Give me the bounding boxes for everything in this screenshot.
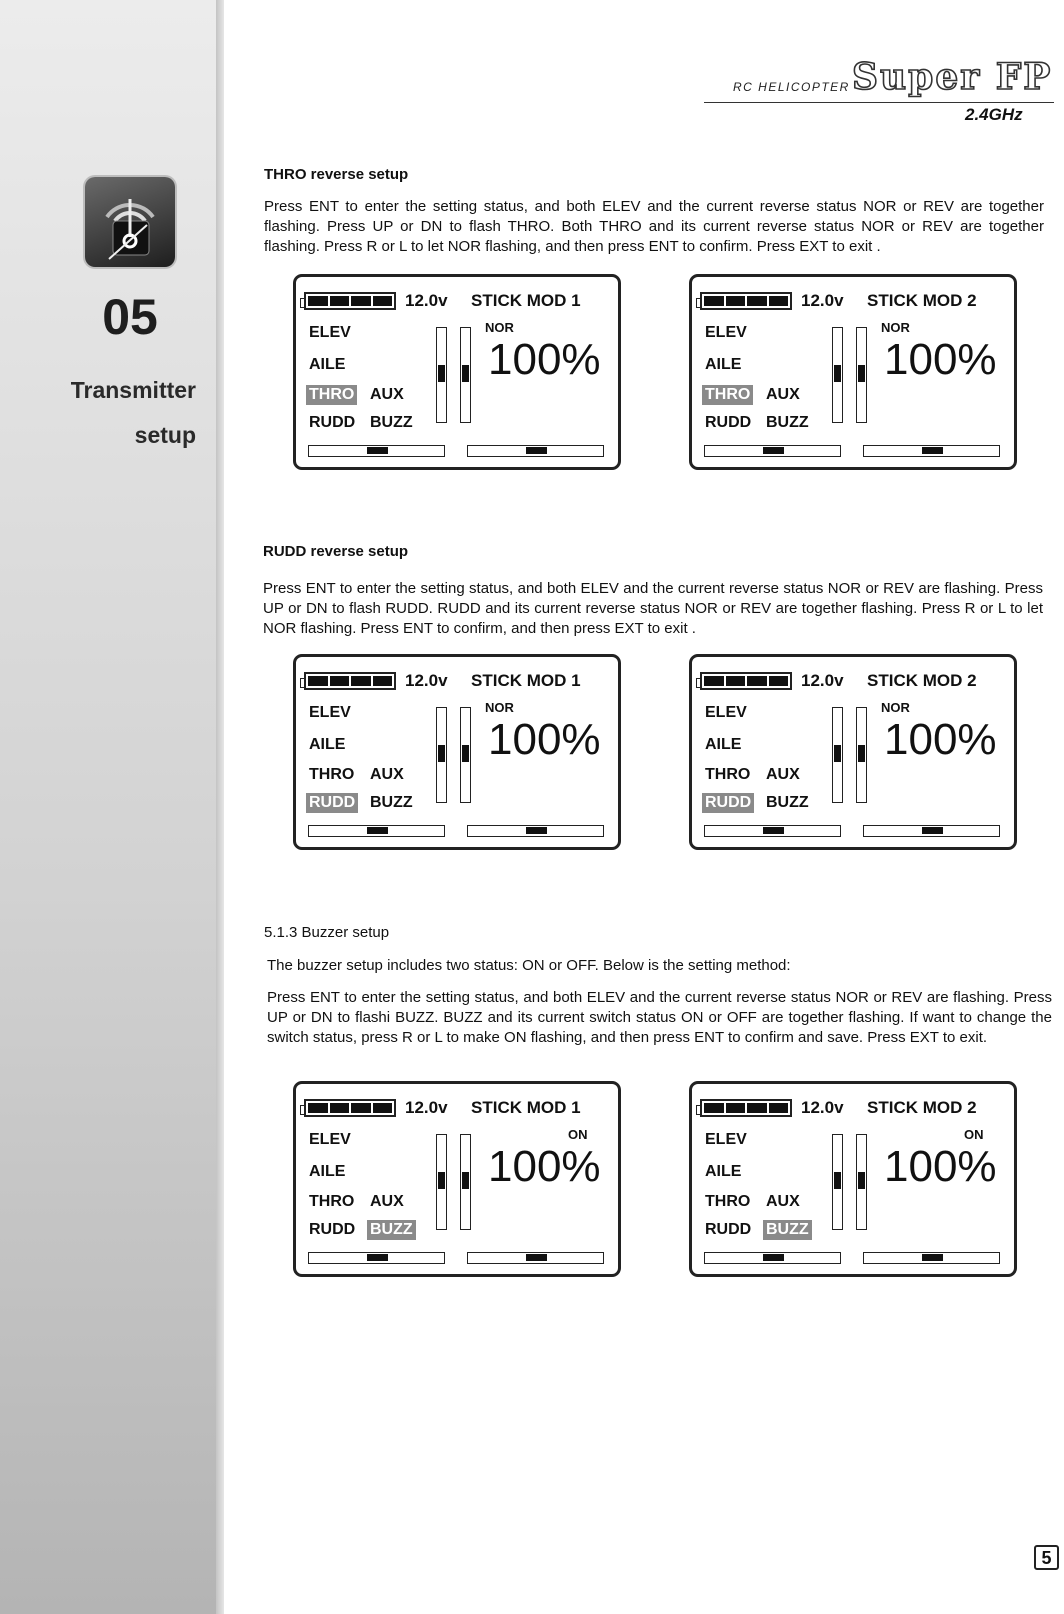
battery-icon: [304, 292, 396, 310]
channel-elev: ELEV: [705, 324, 747, 341]
voltage-readout: 12.0v: [801, 671, 844, 690]
reverse-status: NOR: [881, 700, 910, 715]
trim-gauge-left: [704, 1252, 841, 1264]
channel-aile: AILE: [309, 736, 346, 753]
lcd-screen: [293, 1081, 621, 1277]
channel-buzz: BUZZ: [367, 1220, 416, 1240]
trim-gauge-right: [863, 445, 1000, 457]
channel-thro: THRO: [702, 385, 753, 405]
stick-gauge-left: [436, 707, 447, 803]
channel-buzz: BUZZ: [763, 1220, 812, 1240]
section-paragraph: The buzzer setup includes two status: ON or OFF. Below is the setting method:: [267, 957, 791, 974]
channel-buzz: BUZZ: [766, 794, 809, 811]
channel-rudd: RUDD: [306, 793, 358, 813]
section-paragraph: Press ENT to enter the setting status, and both ELEV and the current reverse status NOR or REV are flashing. Press UP or DN to flashi BUZZ. BUZZ and its current switch status ON or OFF are together flashing. If want to change the switch status, press R or L to make ON flashing, and then press ENT to confirm and save. Press EXT to exit.: [267, 989, 1052, 1046]
channel-thro: THRO: [705, 766, 751, 783]
reverse-status: NOR: [485, 320, 514, 335]
reverse-status: ON: [568, 1127, 588, 1142]
channel-elev: ELEV: [309, 324, 351, 341]
channel-elev: ELEV: [309, 704, 351, 721]
percent-readout: 100%: [488, 715, 601, 764]
brand-logo: Super FP: [852, 56, 1053, 98]
chapter-number: 05: [102, 289, 158, 345]
section-title-buzzer: 5.1.3 Buzzer setup: [264, 924, 390, 941]
percent-readout: 100%: [884, 1142, 997, 1191]
channel-thro: THRO: [705, 1193, 751, 1210]
battery-icon: [700, 672, 792, 690]
voltage-readout: 12.0v: [405, 671, 448, 690]
lcd-screen: [689, 654, 1017, 850]
stick-mode-label: STICK MOD 2: [867, 1098, 977, 1117]
header-frequency: 2.4GHz: [965, 105, 1023, 124]
stick-gauge-left: [436, 327, 447, 423]
chapter-title: [71, 368, 196, 458]
channel-aux: AUX: [766, 766, 800, 783]
stick-gauge-right: [856, 707, 867, 803]
percent-readout: 100%: [488, 1142, 601, 1191]
trim-gauge-right: [863, 825, 1000, 837]
channel-elev: ELEV: [705, 1131, 747, 1148]
header-divider: [704, 102, 1054, 103]
page-number: 5: [1034, 1545, 1059, 1570]
lcd-screen: [689, 1081, 1017, 1277]
channel-rudd: RUDD: [309, 414, 356, 431]
sidebar-edge: [216, 0, 224, 1614]
stick-mode-label: STICK MOD 1: [471, 1098, 581, 1117]
channel-aux: AUX: [766, 386, 800, 403]
stick-gauge-right: [856, 327, 867, 423]
channel-rudd: RUDD: [705, 414, 752, 431]
chapter-title-line1: Transmitter: [70, 377, 196, 403]
stick-gauge-right: [460, 707, 471, 803]
channel-aux: AUX: [370, 386, 404, 403]
battery-icon: [304, 1099, 396, 1117]
channel-buzz: BUZZ: [370, 414, 413, 431]
trim-gauge-right: [467, 1252, 604, 1264]
stick-gauge-left: [832, 327, 843, 423]
trim-gauge-left: [704, 825, 841, 837]
channel-thro: THRO: [306, 385, 357, 405]
channel-thro: THRO: [309, 1193, 355, 1210]
channel-elev: ELEV: [309, 1131, 351, 1148]
trim-gauge-right: [467, 825, 604, 837]
stick-mode-label: STICK MOD 1: [471, 291, 581, 310]
transmitter-icon: [85, 177, 175, 267]
stick-mode-label: STICK MOD 2: [867, 671, 977, 690]
channel-aile: AILE: [705, 736, 742, 753]
voltage-readout: 12.0v: [801, 1098, 844, 1117]
channel-aile: AILE: [705, 356, 742, 373]
header-subtitle: RC HELICOPTER: [733, 80, 850, 94]
channel-aux: AUX: [766, 1193, 800, 1210]
trim-gauge-right: [467, 445, 604, 457]
voltage-readout: 12.0v: [405, 291, 448, 310]
stick-gauge-right: [460, 327, 471, 423]
voltage-readout: 12.0v: [405, 1098, 448, 1117]
reverse-status: NOR: [881, 320, 910, 335]
channel-rudd: RUDD: [705, 1221, 752, 1238]
channel-aile: AILE: [309, 1163, 346, 1180]
stick-mode-label: STICK MOD 2: [867, 291, 977, 310]
chapter-title-line2: setup: [134, 422, 196, 448]
trim-gauge-left: [308, 1252, 445, 1264]
stick-gauge-right: [856, 1134, 867, 1230]
reverse-status: NOR: [485, 700, 514, 715]
channel-aile: AILE: [309, 356, 346, 373]
trim-gauge-left: [704, 445, 841, 457]
trim-gauge-left: [308, 825, 445, 837]
stick-gauge-left: [832, 1134, 843, 1230]
channel-rudd: RUDD: [309, 1221, 356, 1238]
voltage-readout: 12.0v: [801, 291, 844, 310]
channel-aux: AUX: [370, 1193, 404, 1210]
stick-mode-label: STICK MOD 1: [471, 671, 581, 690]
battery-icon: [700, 1099, 792, 1117]
battery-icon: [304, 672, 396, 690]
stick-gauge-left: [436, 1134, 447, 1230]
lcd-screen: [689, 274, 1017, 470]
channel-aile: AILE: [705, 1163, 742, 1180]
section-title-thro: THRO reverse setup: [264, 166, 409, 183]
section-title-rudd: RUDD reverse setup: [263, 543, 409, 560]
percent-readout: 100%: [884, 335, 997, 384]
lcd-screen: [293, 274, 621, 470]
reverse-status: ON: [964, 1127, 984, 1142]
channel-elev: ELEV: [705, 704, 747, 721]
percent-readout: 100%: [488, 335, 601, 384]
channel-thro: THRO: [309, 766, 355, 783]
channel-buzz: BUZZ: [370, 794, 413, 811]
trim-gauge-right: [863, 1252, 1000, 1264]
section-paragraph: Press ENT to enter the setting status, and both ELEV and the current reverse status NOR or REV are flashing. Press UP or DN to flash RUDD. RUDD and its current reverse status NOR or REV are together flashing. Press R or L to let NOR flashing. Press ENT to confirm, and then press EXT to exit .: [263, 580, 1043, 637]
percent-readout: 100%: [884, 715, 997, 764]
section-paragraph: Press ENT to enter the setting status, and both ELEV and the current reverse status NOR or REV are together flashing. Press UP or DN to flash THRO. Both THRO and its current reverse status NOR or REV are together flashing. Press R or L to let NOR flashing, and then press ENT to confirm. Press EXT to exit .: [264, 198, 1044, 255]
channel-buzz: BUZZ: [766, 414, 809, 431]
stick-gauge-right: [460, 1134, 471, 1230]
battery-icon: [700, 292, 792, 310]
channel-rudd: RUDD: [702, 793, 754, 813]
stick-gauge-left: [832, 707, 843, 803]
channel-aux: AUX: [370, 766, 404, 783]
lcd-screen: [293, 654, 621, 850]
trim-gauge-left: [308, 445, 445, 457]
